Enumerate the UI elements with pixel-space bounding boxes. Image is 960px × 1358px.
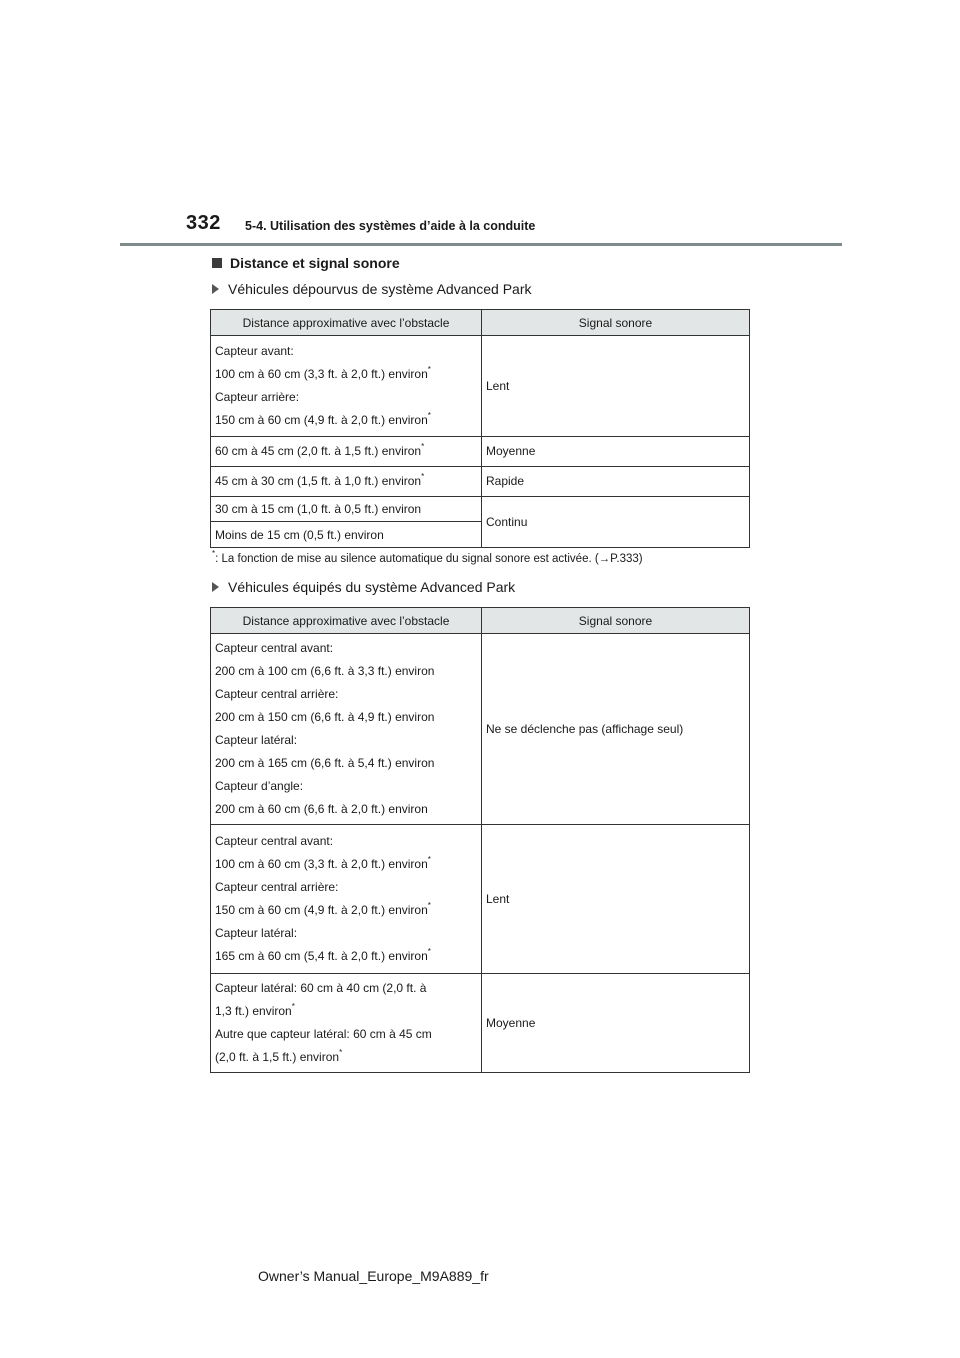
distance-cell <box>211 825 482 974</box>
table-row <box>211 974 750 1073</box>
cell-line: 1,3 ft.) environ* <box>215 1002 295 1018</box>
column-header-distance: Distance approximative avec l’obstacle <box>211 310 482 336</box>
section-heading-text: Distance et signal sonore <box>230 255 400 271</box>
cell-line: 150 cm à 60 cm (4,9 ft. à 2,0 ft.) environ* <box>215 901 431 917</box>
cell-line: Capteur latéral: 60 cm à 40 cm (2,0 ft. à <box>215 981 427 995</box>
distance-cell <box>211 974 482 1073</box>
signal-cell: Lent <box>482 825 750 974</box>
footnote-text: : La fonction de mise au silence automatique du signal sonore est activée. (→P.333) <box>215 553 643 565</box>
cell-line: Capteur arrière: <box>215 390 300 404</box>
signal-cell: Moyenne <box>482 974 750 1073</box>
signal-cell: Ne se déclenche pas (affichage seul) <box>482 634 750 825</box>
column-header-signal: Signal sonore <box>482 608 750 634</box>
cell-line: 200 cm à 150 cm (6,6 ft. à 4,9 ft.) environ <box>215 710 435 724</box>
distance-cell <box>211 336 482 437</box>
table-with-advanced-park <box>210 607 750 1073</box>
signal-cell: Lent <box>482 336 750 437</box>
table-row <box>211 825 750 974</box>
footnote-mark: * <box>421 472 425 481</box>
signal-cell: Rapide <box>482 467 750 497</box>
table1-subheading-text: Véhicules dépourvus de système Advanced Park <box>228 281 532 297</box>
distance-cell: 30 cm à 15 cm (1,0 ft. à 0,5 ft.) environ <box>211 497 482 522</box>
section-heading <box>212 255 400 271</box>
cell-line: Capteur central avant: <box>215 834 334 848</box>
header-rule <box>120 243 842 246</box>
page-footer: Owner’s Manual_Europe_M9A889_fr <box>258 1268 489 1284</box>
distance-cell: 60 cm à 45 cm (2,0 ft. à 1,5 ft.) environ* <box>211 437 482 467</box>
cell-line: 200 cm à 60 cm (6,6 ft. à 2,0 ft.) environ <box>215 802 428 816</box>
cell-line: Capteur avant: <box>215 344 294 358</box>
cell-line: Autre que capteur latéral: 60 cm à 45 cm <box>215 1027 432 1041</box>
distance-cell: Moins de 15 cm (0,5 ft.) environ <box>211 522 482 548</box>
distance-cell: 45 cm à 30 cm (1,5 ft. à 1,0 ft.) environ* <box>211 467 482 497</box>
column-header-signal: Signal sonore <box>482 310 750 336</box>
page-number: 332 <box>186 212 221 234</box>
square-bullet-icon <box>212 258 222 268</box>
cell-line: Capteur central arrière: <box>215 880 339 894</box>
footnote-mark: * <box>291 1002 295 1011</box>
signal-cell: Continu <box>482 497 750 548</box>
triangle-bullet-icon <box>212 582 219 592</box>
cell-line: 100 cm à 60 cm (3,3 ft. à 2,0 ft.) environ* <box>215 365 431 381</box>
cell-line: 150 cm à 60 cm (4,9 ft. à 2,0 ft.) environ* <box>215 411 431 427</box>
footnote-mark: * <box>212 549 216 558</box>
table2-subheading-text: Véhicules équipés du système Advanced Park <box>228 579 516 595</box>
cell-line: Capteur latéral: <box>215 926 298 940</box>
table2-subheading <box>212 579 515 595</box>
column-header-distance: Distance approximative avec l’obstacle <box>211 608 482 634</box>
footnote-mark: * <box>427 901 431 910</box>
table-row <box>211 467 750 497</box>
footnote-mark: * <box>427 855 431 864</box>
cell-line: 200 cm à 100 cm (6,6 ft. à 3,3 ft.) environ <box>215 664 435 678</box>
cell-line: 100 cm à 60 cm (3,3 ft. à 2,0 ft.) environ* <box>215 855 431 871</box>
cell-line: Capteur latéral: <box>215 733 298 747</box>
cell-line: 165 cm à 60 cm (5,4 ft. à 2,0 ft.) environ* <box>215 947 431 963</box>
table-without-advanced-park <box>210 309 750 548</box>
distance-cell <box>211 634 482 825</box>
triangle-bullet-icon <box>212 284 219 294</box>
cell-line: Capteur central avant: <box>215 641 334 655</box>
cell-line: Capteur d’angle: <box>215 779 304 793</box>
footnote-mark: * <box>339 1048 343 1057</box>
cell-line: (2,0 ft. à 1,5 ft.) environ* <box>215 1048 343 1064</box>
table-row <box>211 336 750 437</box>
section-title: 5-4. Utilisation des systèmes d’aide à la conduite <box>245 219 536 233</box>
cell-line: 200 cm à 165 cm (6,6 ft. à 5,4 ft.) environ <box>215 756 435 770</box>
table1-subheading <box>212 281 532 297</box>
footnote-mark: * <box>421 442 425 451</box>
footnote-mark: * <box>427 947 431 956</box>
footnote-mark: * <box>427 411 431 420</box>
footnote-mark: * <box>427 365 431 374</box>
table-row <box>211 437 750 467</box>
cell-line: Capteur central arrière: <box>215 687 339 701</box>
footnote <box>212 549 643 565</box>
table-row <box>211 497 750 522</box>
signal-cell: Moyenne <box>482 437 750 467</box>
table-row <box>211 634 750 825</box>
